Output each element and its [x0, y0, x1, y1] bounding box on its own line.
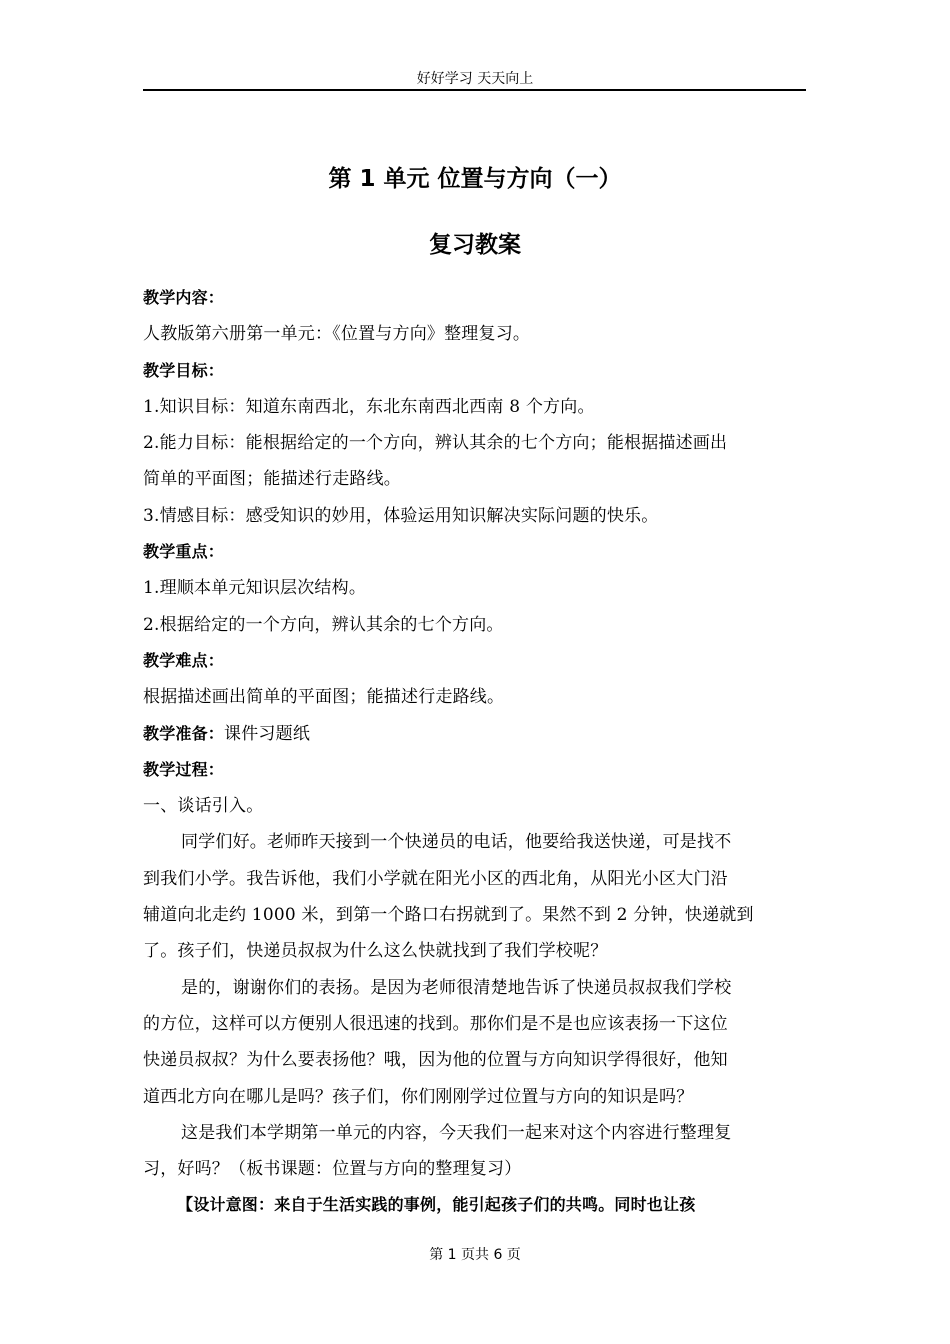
paragraph-line: 了。孩子们，快递员叔叔为什么这么快就找到了我们学校呢？ — [143, 941, 608, 962]
paragraph-line: 快递员叔叔？为什么要表扬他？哦，因为他的位置与方向知识学得很好，他知 — [143, 1050, 728, 1071]
design-intent-note: 【设计意图：来自于生活实践的事例，能引起孩子们的共鸣。同时也让孩 — [177, 1195, 696, 1215]
paragraph-line: 的方位，这样可以方便别人很迅速的找到。那你们是不是也应该表扬一下这位 — [143, 1013, 728, 1034]
header-divider — [143, 89, 806, 91]
page-footer: 第 1 页共 6 页 — [429, 1247, 521, 1263]
goal-item: 3.情感目标：感受知识的妙用，体验运用知识解决实际问题的快乐。 — [143, 505, 659, 526]
preparation-text: 课件习题纸 — [224, 723, 311, 744]
section-heading-goals: 教学目标： — [143, 360, 225, 380]
page-header: 好好学习 天天向上 — [416, 71, 534, 87]
section-heading-preparation: 教学准备： — [143, 723, 225, 743]
paragraph-line: 习，好吗？（板书课题：位置与方向的整理复习） — [143, 1159, 522, 1180]
key-point-item: 1.理顺本单元知识层次结构。 — [143, 578, 367, 599]
difficulty-text: 根据描述画出简单的平面图；能描述行走路线。 — [143, 687, 505, 708]
document-subtitle: 复习教案 — [429, 232, 521, 258]
content-text: 人教版第六册第一单元：《位置与方向》整理复习。 — [143, 324, 531, 345]
goal-item-continued: 简单的平面图；能描述行走路线。 — [143, 469, 401, 490]
goal-item: 1.知识目标：知道东南西北，东北东南西北西南 8 个方向。 — [143, 396, 595, 417]
section-heading-difficulties: 教学难点： — [143, 650, 225, 670]
paragraph-line: 这是我们本学期第一单元的内容，今天我们一起来对这个内容进行整理复 — [181, 1122, 732, 1143]
paragraph-line: 是的，谢谢你们的表扬。是因为老师很清楚地告诉了快递员叔叔我们学校 — [181, 977, 732, 998]
document-body — [143, 280, 809, 1224]
section-heading-content: 教学内容： — [143, 288, 225, 307]
preparation-line — [143, 716, 809, 752]
process-step-title: 一、谈话引入。 — [143, 796, 264, 817]
document-title: 第 1 单元 位置与方向（一） — [328, 166, 622, 192]
section-heading-key-points: 教学重点： — [143, 542, 225, 562]
paragraph-line: 同学们好。老师昨天接到一个快递员的电话，他要给我送快递，可是找不 — [181, 832, 732, 853]
paragraph-line: 到我们小学。我告诉他，我们小学就在阳光小区的西北角，从阳光小区大门沿 — [143, 868, 728, 889]
key-point-item: 2.根据给定的一个方向，辨认其余的七个方向。 — [143, 614, 504, 635]
paragraph-line: 道西北方向在哪儿是吗？孩子们，你们刚刚学过位置与方向的知识是吗？ — [143, 1086, 694, 1107]
section-heading-process: 教学过程： — [143, 759, 225, 779]
paragraph-line: 辅道向北走约 1000 米，到第一个路口右拐就到了。果然不到 2 分钟，快递就到 — [143, 905, 754, 926]
goal-item: 2.能力目标：能根据给定的一个方向，辨认其余的七个方向；能根据描述画出 — [143, 433, 728, 454]
